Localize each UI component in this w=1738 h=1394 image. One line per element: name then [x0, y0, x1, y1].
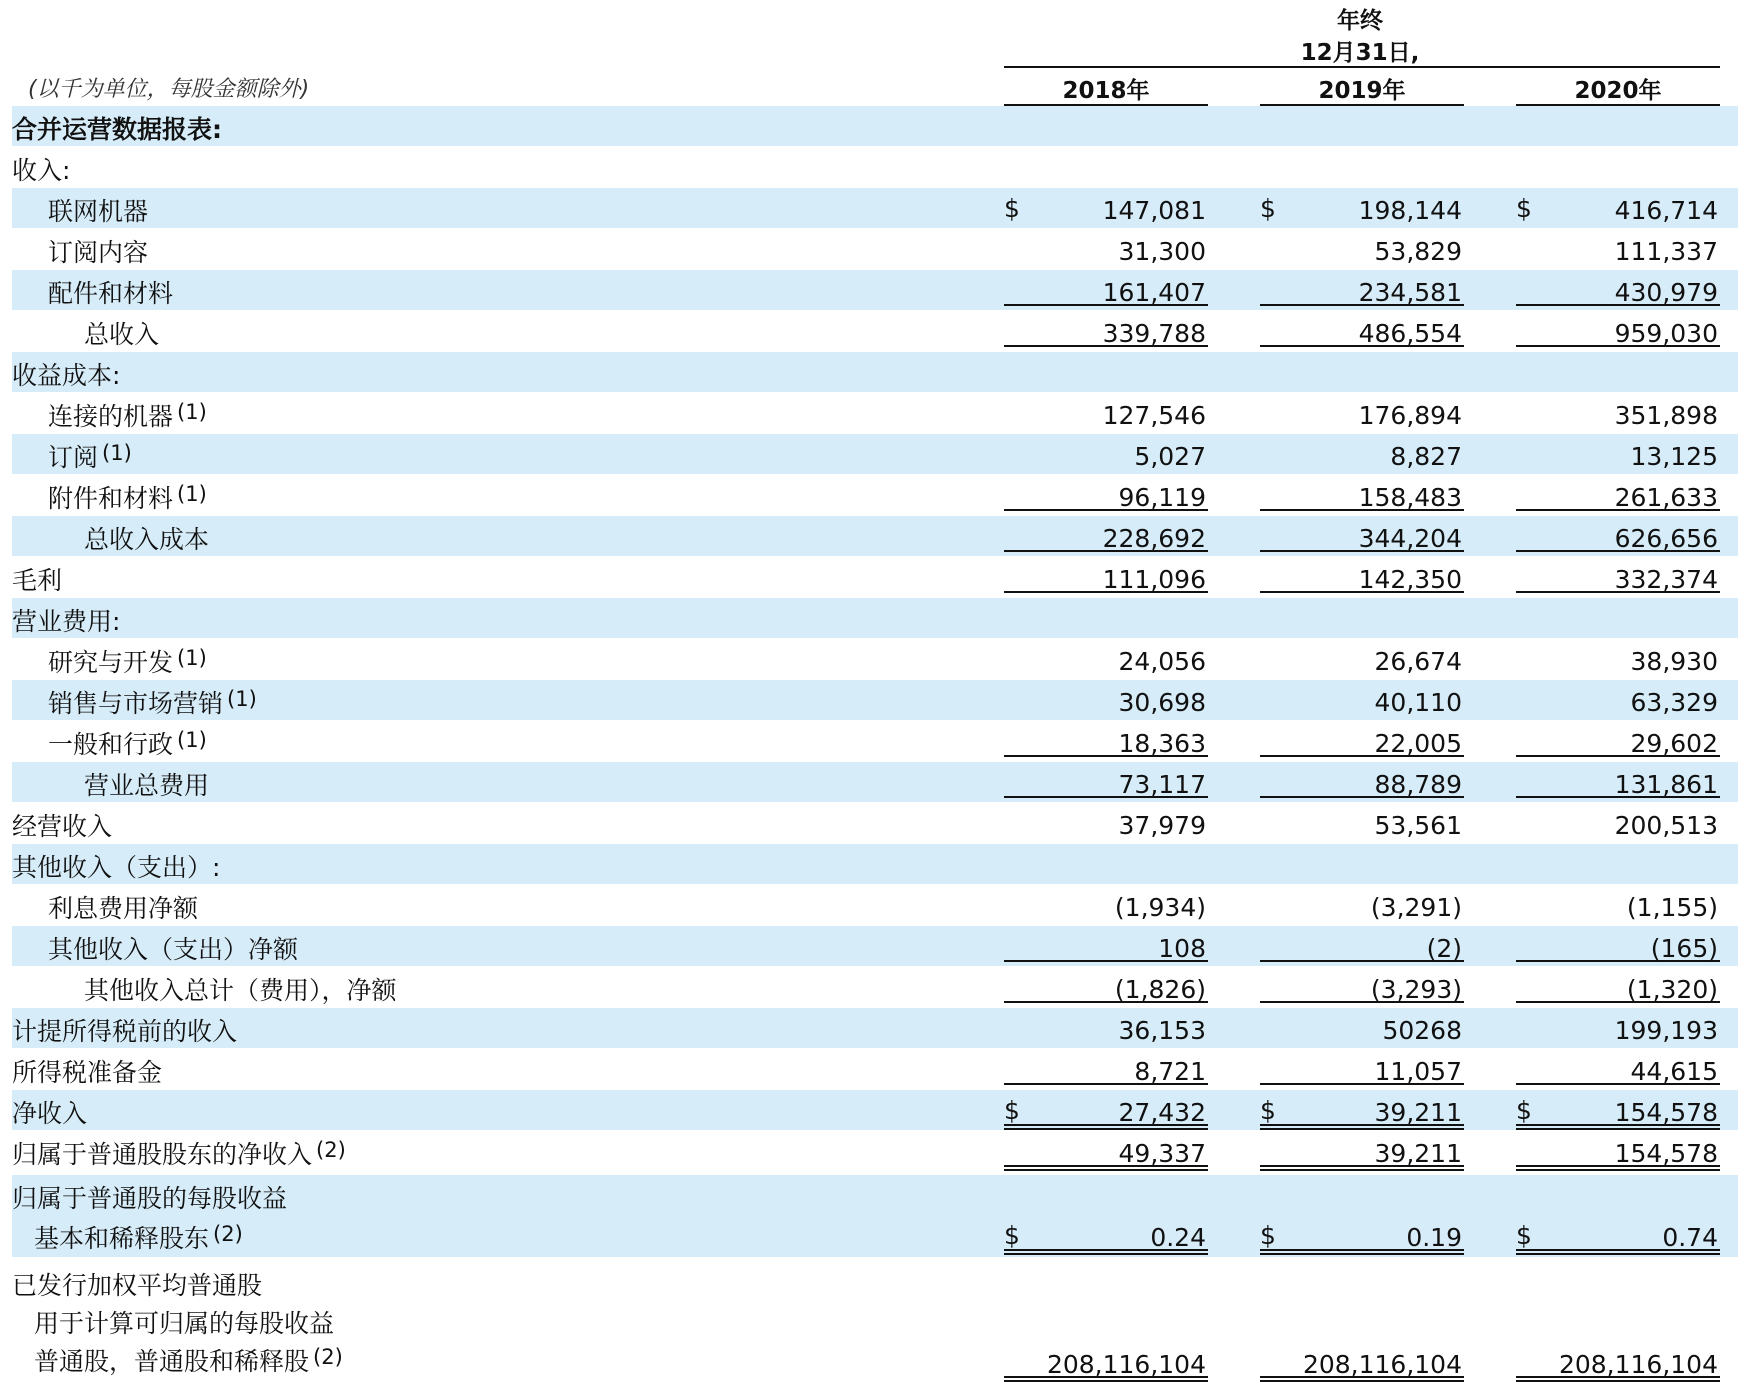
period-line-1: 年终 [1337, 8, 1383, 34]
row-label-text: 一般和行政 [48, 730, 174, 759]
row-label [48, 233, 148, 269]
dollar-sign: $ [1516, 194, 1532, 223]
value-2020: 38,930 [1630, 647, 1718, 676]
shares-label-line3 [34, 1342, 343, 1378]
value-2020: 626,656 [1614, 524, 1718, 553]
value-cell-2020 [1516, 598, 1720, 632]
statement-row [12, 475, 1738, 515]
value-2018: 111,096 [1102, 565, 1206, 594]
value-cell-2020 [1516, 475, 1720, 511]
value-2018: 27,432 [1118, 1098, 1206, 1127]
eps-value-2019: 0.19 [1406, 1223, 1462, 1252]
row-label [48, 725, 207, 761]
year-2020-header: 2020年 [1574, 78, 1662, 104]
row-label-text: 其他收入（支出）: [12, 853, 221, 882]
statement-row [12, 270, 1738, 310]
value-2019: (3,293) [1370, 975, 1462, 1004]
value-2018: 49,337 [1118, 1139, 1206, 1168]
value-2020: 351,898 [1614, 401, 1718, 430]
row-label-text: 经营收入 [12, 812, 113, 841]
row-label-text: 营业总费用 [84, 771, 210, 800]
value-2020: 154,578 [1614, 1139, 1718, 1168]
eps-value-2020: 0.74 [1662, 1223, 1718, 1252]
statement-row [12, 188, 1738, 228]
value-2018: 161,407 [1102, 278, 1206, 307]
statement-row [12, 229, 1738, 269]
row-label-text: 营业费用: [12, 607, 121, 636]
value-cell-2018 [1004, 967, 1208, 1003]
value-2018: 36,153 [1118, 1016, 1206, 1045]
row-label [48, 192, 148, 228]
statement-row [12, 639, 1738, 679]
value-2019: 53,829 [1374, 237, 1462, 266]
value-2020: 154,578 [1614, 1098, 1718, 1127]
dollar-sign: $ [1260, 1096, 1276, 1125]
value-2020: 200,513 [1614, 811, 1718, 840]
value-cell-2019 [1260, 352, 1464, 386]
row-label-text: 连接的机器 [48, 402, 174, 431]
shares-footnote: (2) [313, 1345, 343, 1369]
value-2019: 26,674 [1374, 647, 1462, 676]
value-2018: (1,826) [1114, 975, 1206, 1004]
row-label [84, 971, 397, 1007]
row-label [12, 1135, 346, 1171]
value-cell-2018 [1004, 434, 1208, 471]
shares-cell-2020 [1516, 1342, 1720, 1382]
row-label-text: 收益成本: [12, 361, 121, 390]
value-cell-2019 [1260, 1090, 1464, 1130]
value-2020: 199,193 [1614, 1016, 1718, 1045]
statement-row [12, 844, 1738, 884]
value-cell-2018 [1004, 229, 1208, 266]
value-cell-2019 [1260, 475, 1464, 511]
dollar-sign: $ [1516, 1096, 1532, 1125]
row-label-text: 计提所得税前的收入 [12, 1017, 238, 1046]
value-2018: 228,692 [1102, 524, 1206, 553]
value-2019: 53,561 [1374, 811, 1462, 840]
value-2020: 261,633 [1614, 483, 1718, 512]
value-cell-2020 [1516, 393, 1720, 430]
row-label [12, 602, 120, 638]
value-cell-2020 [1516, 721, 1720, 757]
value-2020: (165) [1650, 934, 1718, 963]
row-label-text: 总收入 [84, 320, 160, 349]
value-cell-2019 [1260, 598, 1464, 632]
statement-row [12, 1090, 1738, 1130]
value-cell-2018 [1004, 188, 1208, 225]
value-2018: 37,979 [1118, 811, 1206, 840]
value-cell-2020 [1516, 270, 1720, 306]
value-cell-2019 [1260, 106, 1464, 140]
value-2020: (1,155) [1626, 893, 1718, 922]
value-cell-2018 [1004, 844, 1208, 878]
value-2019: 8,827 [1390, 442, 1462, 471]
statement-row [12, 967, 1738, 1007]
eps-label-text: 基本和稀释股东 [34, 1224, 210, 1253]
value-2020: 13,125 [1630, 442, 1718, 471]
value-cell-2020 [1516, 147, 1720, 181]
value-2019: 176,894 [1358, 401, 1462, 430]
value-cell-2020 [1516, 1049, 1720, 1085]
row-label [12, 151, 70, 187]
eps-cell-2019 [1260, 1215, 1464, 1255]
value-cell-2018 [1004, 598, 1208, 632]
statement-row [12, 516, 1738, 556]
year-2019-header: 2019年 [1318, 78, 1406, 104]
value-cell-2019 [1260, 557, 1464, 593]
value-cell-2019 [1260, 270, 1464, 306]
value-cell-2018 [1004, 393, 1208, 430]
statement-row [12, 147, 1738, 187]
shares-value-2018: 208,116,104 [1046, 1350, 1206, 1379]
value-cell-2020 [1516, 229, 1720, 266]
value-2018: 24,056 [1118, 647, 1206, 676]
value-cell-2019 [1260, 680, 1464, 717]
dollar-sign: $ [1004, 194, 1020, 223]
shares-label-line1: 已发行加权平均普通股 [12, 1271, 263, 1300]
shares-value-2020: 208,116,104 [1558, 1350, 1718, 1379]
dollar-sign: $ [1516, 1221, 1532, 1250]
value-cell-2020 [1516, 1090, 1720, 1130]
value-cell-2019 [1260, 967, 1464, 1003]
value-cell-2019 [1260, 147, 1464, 181]
value-2020: 430,979 [1614, 278, 1718, 307]
eps-footnote: (2) [213, 1222, 243, 1246]
row-label [12, 110, 222, 146]
row-label-text: 收入: [12, 156, 71, 185]
statement-row [12, 680, 1738, 720]
value-cell-2020 [1516, 1008, 1720, 1045]
shares-value-2019: 208,116,104 [1302, 1350, 1462, 1379]
value-cell-2018 [1004, 475, 1208, 511]
value-cell-2019 [1260, 434, 1464, 471]
shares-label-text: 普通股，普通股和稀释股 [34, 1347, 310, 1376]
value-cell-2020 [1516, 557, 1720, 593]
value-2018: 18,363 [1118, 729, 1206, 758]
row-label [12, 356, 120, 392]
value-cell-2020 [1516, 967, 1720, 1003]
value-2020: 131,861 [1614, 770, 1718, 799]
value-2018: 30,698 [1118, 688, 1206, 717]
row-label-text: 净收入 [12, 1099, 88, 1128]
row-label-text: 附件和材料 [48, 484, 174, 513]
value-cell-2018 [1004, 557, 1208, 593]
eps-row [12, 1175, 1738, 1257]
value-cell-2019 [1260, 1008, 1464, 1045]
value-cell-2018 [1004, 1049, 1208, 1085]
value-2019: 234,581 [1358, 278, 1462, 307]
row-label-text: 研究与开发 [48, 648, 174, 677]
eps-label-line2 [34, 1219, 243, 1255]
value-2018: 73,117 [1118, 770, 1206, 799]
value-2019: 486,554 [1358, 319, 1462, 348]
value-cell-2020 [1516, 639, 1720, 676]
row-label [12, 561, 62, 597]
value-cell-2019 [1260, 762, 1464, 798]
value-2019: 344,204 [1358, 524, 1462, 553]
value-2020: (1,320) [1626, 975, 1718, 1004]
value-cell-2018 [1004, 270, 1208, 306]
dollar-sign: $ [1004, 1096, 1020, 1125]
value-cell-2020 [1516, 188, 1720, 225]
period-line-2: 12月31日, [1300, 40, 1420, 66]
eps-cell-2018 [1004, 1215, 1208, 1255]
eps-label-line1: 归属于普通股的每股收益 [12, 1184, 288, 1213]
statement-row [12, 557, 1738, 597]
value-cell-2020 [1516, 434, 1720, 471]
row-label [12, 848, 220, 884]
value-cell-2019 [1260, 721, 1464, 757]
value-cell-2019 [1260, 516, 1464, 552]
value-cell-2020 [1516, 680, 1720, 717]
row-label [48, 438, 132, 474]
value-cell-2020 [1516, 352, 1720, 386]
value-2020: 63,329 [1630, 688, 1718, 717]
value-2018: (1,934) [1114, 893, 1206, 922]
statement-row [12, 803, 1738, 843]
value-2020: 29,602 [1630, 729, 1718, 758]
value-2019: 142,350 [1358, 565, 1462, 594]
row-label [12, 1053, 162, 1089]
row-label [48, 274, 173, 310]
statement-row [12, 434, 1738, 474]
value-2018: 127,546 [1102, 401, 1206, 430]
value-cell-2020 [1516, 762, 1720, 798]
row-label [12, 1012, 237, 1048]
value-cell-2018 [1004, 762, 1208, 798]
row-label-text: 合并运营数据报表: [12, 115, 222, 144]
value-cell-2019 [1260, 844, 1464, 878]
value-2020: 416,714 [1614, 196, 1718, 225]
value-cell-2020 [1516, 106, 1720, 140]
value-2019: 158,483 [1358, 483, 1462, 512]
value-cell-2020 [1516, 516, 1720, 552]
value-2019: 39,211 [1374, 1098, 1462, 1127]
row-label-text: 其他收入总计（费用），净额 [84, 976, 397, 1005]
value-cell-2019 [1260, 639, 1464, 676]
value-2019: (3,291) [1370, 893, 1462, 922]
row-label-text: 总收入成本 [84, 525, 210, 554]
row-label [84, 766, 209, 802]
value-cell-2018 [1004, 1131, 1208, 1171]
value-2018: 96,119 [1118, 483, 1206, 512]
value-cell-2018 [1004, 516, 1208, 552]
value-cell-2020 [1516, 803, 1720, 840]
dollar-sign: $ [1004, 1221, 1020, 1250]
value-2019: 11,057 [1374, 1057, 1462, 1086]
row-label [48, 889, 198, 925]
value-cell-2020 [1516, 885, 1720, 922]
row-label-text: 利息费用净额 [48, 894, 199, 923]
eps-cell-2020 [1516, 1215, 1720, 1255]
row-label [12, 807, 112, 843]
value-cell-2019 [1260, 1049, 1464, 1085]
value-cell-2018 [1004, 639, 1208, 676]
value-2019: 39,211 [1374, 1139, 1462, 1168]
value-cell-2018 [1004, 1008, 1208, 1045]
row-label-text: 其他收入（支出）净额 [48, 935, 299, 964]
value-cell-2019 [1260, 1131, 1464, 1171]
value-2018: 147,081 [1102, 196, 1206, 225]
value-cell-2019 [1260, 188, 1464, 225]
value-cell-2018 [1004, 147, 1208, 181]
value-cell-2020 [1516, 311, 1720, 347]
value-cell-2018 [1004, 721, 1208, 757]
shares-label-line2: 用于计算可归属的每股收益 [34, 1309, 335, 1338]
value-cell-2018 [1004, 680, 1208, 717]
footnote-marker: (1) [177, 482, 207, 506]
value-cell-2018 [1004, 926, 1208, 962]
value-cell-2018 [1004, 803, 1208, 840]
value-cell-2018 [1004, 106, 1208, 140]
row-label-text: 所得税准备金 [12, 1058, 163, 1087]
value-cell-2019 [1260, 885, 1464, 922]
footnote-marker: (1) [177, 728, 207, 752]
shares-cell-2019 [1260, 1342, 1464, 1382]
footnote-marker: (2) [316, 1138, 346, 1162]
statement-row [12, 885, 1738, 925]
statement-row [12, 926, 1738, 966]
unit-note: (以千为单位，每股金额除外) [28, 77, 310, 102]
value-cell-2019 [1260, 393, 1464, 430]
value-cell-2019 [1260, 926, 1464, 962]
row-label-text: 归属于普通股股东的净收入 [12, 1140, 313, 1169]
row-label [84, 315, 159, 351]
value-2020: 111,337 [1614, 237, 1718, 266]
statement-row [12, 311, 1738, 351]
value-cell-2020 [1516, 926, 1720, 962]
row-label-text: 毛利 [12, 566, 63, 595]
value-2019: 88,789 [1374, 770, 1462, 799]
value-2019: 22,005 [1374, 729, 1462, 758]
statement-row [12, 1049, 1738, 1089]
footnote-marker: (1) [227, 687, 257, 711]
value-2020: 332,374 [1614, 565, 1718, 594]
statement-row [12, 721, 1738, 761]
value-cell-2020 [1516, 1131, 1720, 1171]
row-label [48, 684, 257, 720]
value-cell-2019 [1260, 311, 1464, 347]
statement-row [12, 1131, 1738, 1171]
row-label-text: 联网机器 [48, 197, 149, 226]
row-label [48, 643, 207, 679]
period-rule [1004, 66, 1720, 68]
footnote-marker: (1) [177, 400, 207, 424]
statement-row [12, 1008, 1738, 1048]
value-cell-2018 [1004, 1090, 1208, 1130]
year-2018-header: 2018年 [1062, 78, 1150, 104]
value-2019: (2) [1426, 934, 1462, 963]
value-cell-2018 [1004, 885, 1208, 922]
statement-row [12, 598, 1738, 638]
value-2019: 198,144 [1358, 196, 1462, 225]
eps-value-2018: 0.24 [1150, 1223, 1206, 1252]
dollar-sign: $ [1260, 1221, 1276, 1250]
statement-row [12, 106, 1738, 146]
value-2019: 50268 [1382, 1016, 1462, 1045]
value-2018: 31,300 [1118, 237, 1206, 266]
shares-cell-2018 [1004, 1342, 1208, 1382]
value-2018: 108 [1158, 934, 1206, 963]
row-label-text: 订阅 [48, 443, 99, 472]
value-2018: 339,788 [1102, 319, 1206, 348]
value-2018: 8,721 [1134, 1057, 1206, 1086]
value-cell-2018 [1004, 352, 1208, 386]
value-cell-2018 [1004, 311, 1208, 347]
row-label-text: 订阅内容 [48, 238, 149, 267]
value-cell-2019 [1260, 803, 1464, 840]
value-2020: 959,030 [1614, 319, 1718, 348]
footnote-marker: (1) [177, 646, 207, 670]
row-label [48, 397, 207, 433]
value-2019: 40,110 [1374, 688, 1462, 717]
footnote-marker: (1) [102, 441, 132, 465]
value-cell-2019 [1260, 229, 1464, 266]
statement-row [12, 393, 1738, 433]
value-2018: 5,027 [1134, 442, 1206, 471]
row-label-text: 配件和材料 [48, 279, 174, 308]
value-2020: 44,615 [1630, 1057, 1718, 1086]
row-label [84, 520, 209, 556]
value-cell-2020 [1516, 844, 1720, 878]
dollar-sign: $ [1260, 194, 1276, 223]
row-label [48, 479, 207, 515]
row-label-text: 销售与市场营销 [48, 689, 224, 718]
row-label [48, 930, 298, 966]
statement-row [12, 352, 1738, 392]
shares-row [12, 1262, 1738, 1392]
row-label [12, 1094, 87, 1130]
statement-row [12, 762, 1738, 802]
